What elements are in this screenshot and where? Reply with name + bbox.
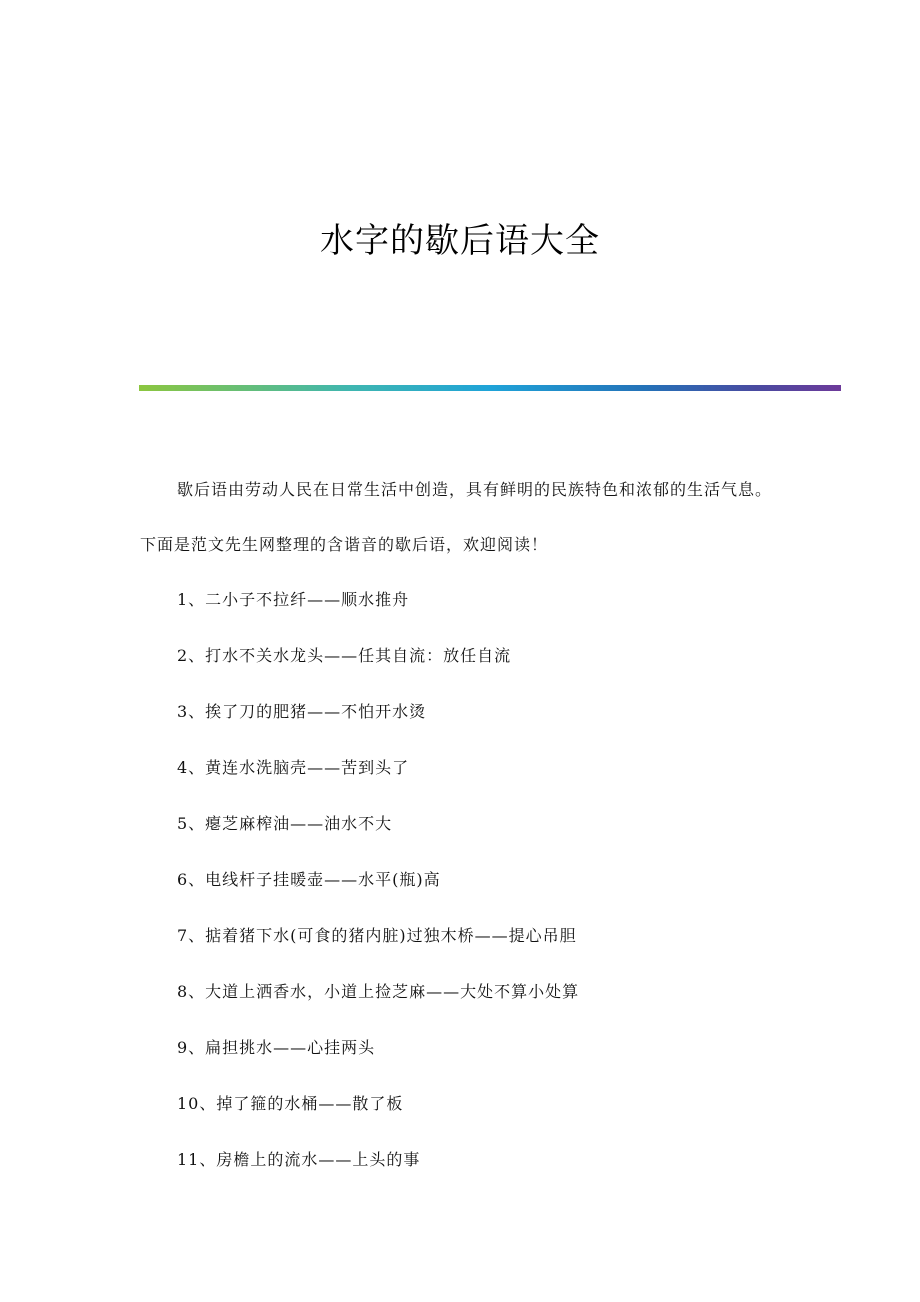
- document-title: 水字的歇后语大全: [320, 221, 600, 261]
- list-item: 6、电线杆子挂暖壶——水平(瓶)高: [177, 870, 441, 889]
- list-item: 2、打水不关水龙头——任其自流：放任自流: [177, 646, 512, 665]
- list-item: 7、掂着猪下水(可食的猪内脏)过独木桥——提心吊胆: [177, 926, 577, 945]
- gradient-divider: [139, 385, 841, 391]
- proverb-list: [140, 572, 780, 1188]
- list-item: 9、扁担挑水——心挂两头: [177, 1038, 376, 1057]
- list-item: 11、房檐上的流水——上头的事: [177, 1150, 421, 1169]
- list-item: 3、挨了刀的肥猪——不怕开水烫: [177, 702, 427, 721]
- intro-paragraph: 歇后语由劳动人民在日常生活中创造，具有鲜明的民族特色和浓郁的生活气息。下面是范文先生网整理的含谐音的歇后语，欢迎阅读！: [140, 480, 773, 554]
- document-body: [140, 462, 780, 1188]
- list-item: 10、掉了箍的水桶——散了板: [177, 1094, 404, 1113]
- list-item: 4、黄连水洗脑壳——苦到头了: [177, 758, 410, 777]
- list-item: 8、大道上洒香水，小道上捡芝麻——大处不算小处算: [177, 982, 580, 1001]
- list-item: 1、二小子不拉纤——顺水推舟: [177, 590, 410, 609]
- list-item: 5、瘪芝麻榨油——油水不大: [177, 814, 393, 833]
